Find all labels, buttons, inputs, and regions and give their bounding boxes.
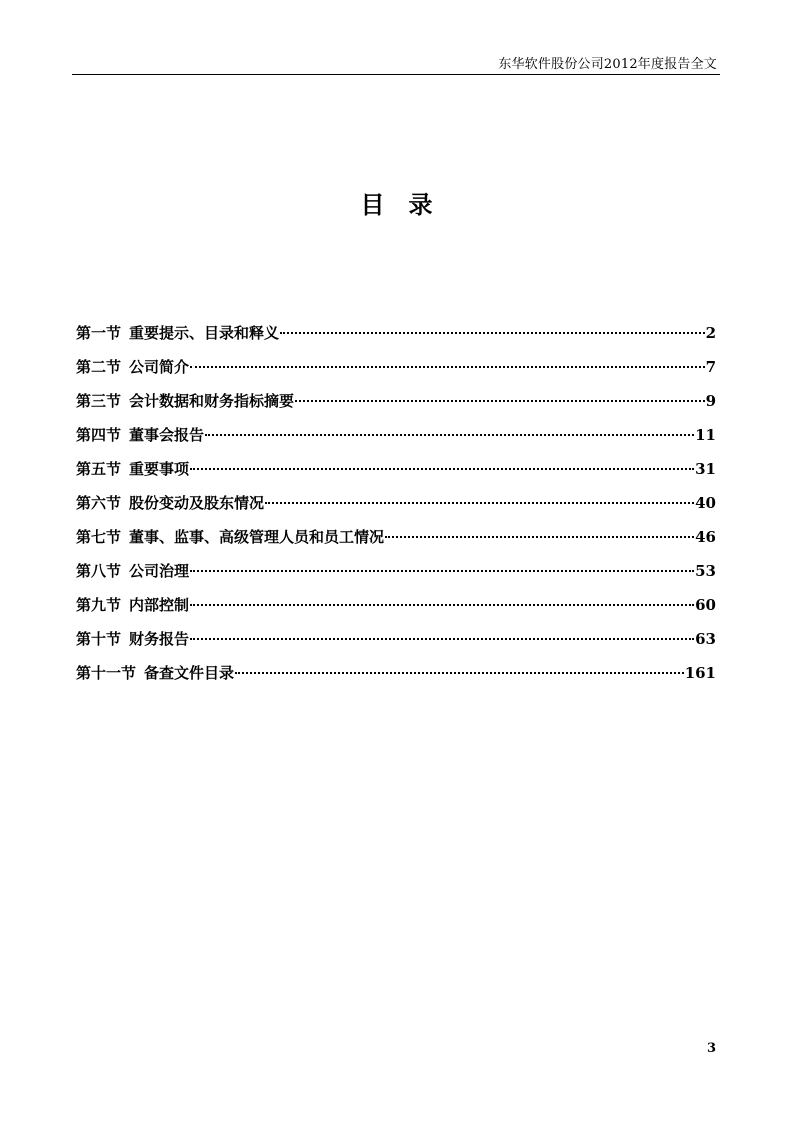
toc-entry-section: 第七节 <box>76 528 122 546</box>
toc-entry[interactable] <box>76 356 716 390</box>
toc-entry-section: 第三节 <box>76 392 122 410</box>
toc-entry-section: 第十节 <box>76 630 122 648</box>
dot-leader <box>295 400 705 402</box>
toc-entry[interactable] <box>76 322 716 356</box>
toc-entry-section: 第八节 <box>76 562 122 580</box>
toc-entry-title: 财务报告 <box>129 630 190 648</box>
toc-entry-section: 第四节 <box>76 426 122 444</box>
dot-leader <box>265 502 694 504</box>
header-rule <box>72 74 720 75</box>
toc-entry-section: 第十一节 <box>76 664 137 682</box>
dot-leader <box>235 672 684 674</box>
toc-entry-title: 董事会报告 <box>129 426 205 444</box>
toc-entry-page: 9 <box>705 392 716 410</box>
toc-entry-page: 11 <box>695 426 716 444</box>
toc-entry[interactable] <box>76 594 716 628</box>
toc-entry-page: 60 <box>695 596 716 614</box>
toc-entry[interactable] <box>76 662 716 696</box>
toc-entry-title: 重要提示、目录和释义 <box>129 324 280 342</box>
toc-entry[interactable] <box>76 390 716 424</box>
toc-entry-page: 31 <box>695 460 716 478</box>
dot-leader <box>190 468 694 470</box>
toc-entry-title: 董事、监事、高级管理人员和员工情况 <box>129 528 385 546</box>
dot-leader <box>190 366 705 368</box>
toc-entry-title: 公司简介 <box>129 358 190 376</box>
toc-entry-title: 重要事项 <box>129 460 190 478</box>
dot-leader <box>190 638 694 640</box>
dot-leader <box>385 536 694 538</box>
toc-entry-page: 63 <box>695 630 716 648</box>
running-header: 东华软件股份公司2012年度报告全文 <box>498 57 717 72</box>
toc-entry[interactable] <box>76 560 716 594</box>
toc-entry-section: 第九节 <box>76 596 122 614</box>
toc-entry-title: 股份变动及股东情况 <box>129 494 265 512</box>
toc-entry[interactable] <box>76 628 716 662</box>
toc-entry-page: 40 <box>695 494 716 512</box>
toc-entry[interactable] <box>76 526 716 560</box>
toc-entry-page: 46 <box>695 528 716 546</box>
toc-entry-title: 内部控制 <box>129 596 190 614</box>
dot-leader <box>205 434 694 436</box>
toc-entry-section: 第六节 <box>76 494 122 512</box>
toc-entry[interactable] <box>76 492 716 526</box>
toc-entry-title: 会计数据和财务指标摘要 <box>129 392 295 410</box>
table-of-contents <box>76 322 716 696</box>
toc-entry[interactable] <box>76 458 716 492</box>
page-number: 3 <box>706 1041 716 1056</box>
dot-leader <box>280 332 705 334</box>
toc-entry-page: 2 <box>705 324 716 342</box>
dot-leader <box>190 604 694 606</box>
toc-entry-section: 第二节 <box>76 358 122 376</box>
toc-entry-title: 备查文件目录 <box>144 664 235 682</box>
toc-entry-page: 7 <box>705 358 716 376</box>
dot-leader <box>190 570 694 572</box>
toc-entry[interactable] <box>76 424 716 458</box>
toc-entry-title: 公司治理 <box>129 562 190 580</box>
toc-entry-page: 161 <box>684 664 716 682</box>
toc-entry-section: 第五节 <box>76 460 122 478</box>
toc-title: 目 录 <box>360 190 433 219</box>
toc-entry-page: 53 <box>695 562 716 580</box>
toc-entry-section: 第一节 <box>76 324 122 342</box>
